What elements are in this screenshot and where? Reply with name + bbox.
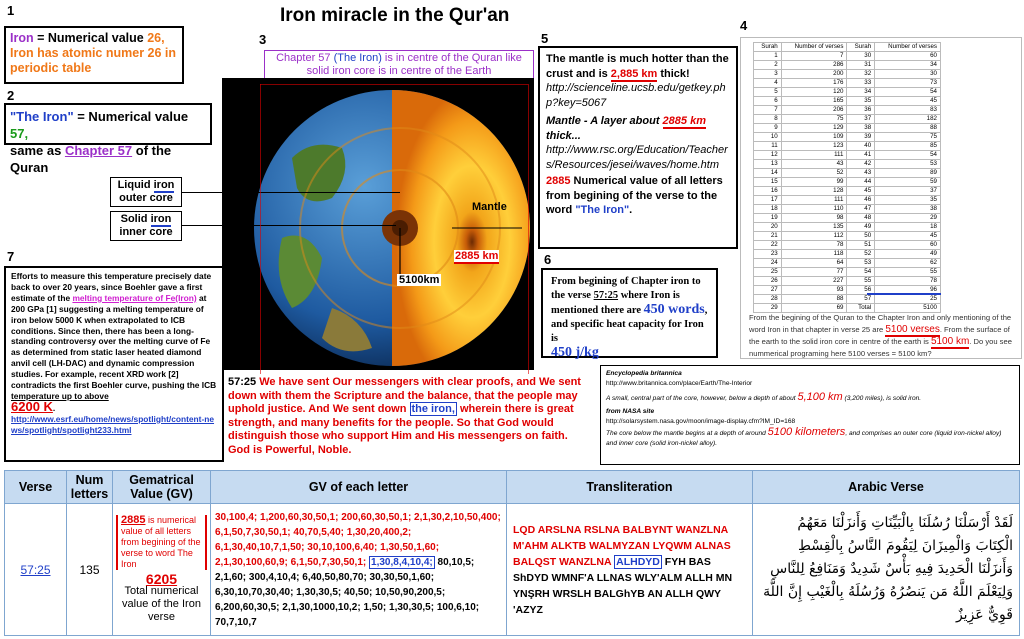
gv-note (116, 515, 207, 570)
surah-cell: 18 (875, 223, 941, 232)
surah-cell: 21 (754, 232, 782, 241)
surah-cell: 99 (781, 178, 847, 187)
surah-cell: 32 (847, 70, 875, 79)
nasa-t2c: , and comprises an outer core (liquid iron-nickel alloy) and inner core (solid iron-nickel alloy). (606, 430, 1002, 447)
m-l1b: 2,885 km (610, 67, 658, 80)
chapter57-b: (The Iron) (333, 52, 382, 64)
mantle-line3 (546, 174, 730, 218)
red-guide-left (260, 84, 261, 374)
surah-cell: 38 (875, 205, 941, 214)
th-gv-each: GV of each letter (211, 471, 507, 504)
nasa-h2: from NASA site (606, 408, 655, 415)
surah-cell: 45 (875, 232, 941, 241)
surah-cell: 7 (781, 52, 847, 61)
surah-cell: 40 (847, 142, 875, 151)
surah-cell: 25 (754, 268, 782, 277)
surah-cell: 88 (875, 124, 941, 133)
surah-cell: 75 (781, 115, 847, 124)
surah-note (749, 312, 1021, 360)
surah-cell: 112 (781, 232, 847, 241)
cell-num-letters: 135 (67, 504, 113, 636)
surah-row (754, 124, 941, 133)
th-verse: Verse (5, 471, 67, 504)
surah-cell: 9 (754, 124, 782, 133)
translit-box: ALHDYD (616, 555, 660, 568)
t7-6200k: 6200 K (11, 398, 53, 414)
surah-row (754, 79, 941, 88)
surah-cell: 56 (847, 286, 875, 295)
surah-cell: 36 (847, 106, 875, 115)
surah-row (754, 70, 941, 79)
surah-cell: 50 (847, 232, 875, 241)
surah-verses-table (753, 42, 941, 313)
b6-jkg: 450 j/kg (551, 345, 599, 360)
surah-cell: 49 (875, 250, 941, 259)
th-num: Number of verses (781, 43, 847, 52)
surah-cell: 118 (781, 250, 847, 259)
gv-each-b: 80,10,5; 2,1,60; 300,4,10,4; 6,40,50,80,70; 30,30,50,1,60; 6,30,10,70,30,40; 1,30,30,5; 40,50; 10,50,90,200,5; 6,200,60,30,5; 2,1,30,1000,10,2; 1,50; 1,30,30,5; 100,6,10; 70,7,10,7 (215, 556, 480, 628)
surah-cell: 55 (875, 268, 941, 277)
b6-verse: 57:25 (593, 290, 619, 301)
surah-row (754, 52, 941, 61)
table-row (5, 504, 1020, 636)
surah-cell: 135 (781, 223, 847, 232)
surah-row (754, 106, 941, 115)
verse-translation (228, 376, 588, 458)
surah-cell: 93 (781, 286, 847, 295)
label-3: 3 (259, 32, 267, 47)
label-4: 4 (740, 18, 748, 33)
value-57: 57, (10, 126, 29, 141)
label-6: 6 (544, 252, 552, 267)
brit-t1a: A small, central part of the core, however, below a depth of about (606, 395, 798, 402)
surah-row (754, 241, 941, 250)
surah-cell: 6 (754, 97, 782, 106)
label-2: 2 (7, 88, 15, 103)
surah-cell: 69 (781, 304, 847, 313)
b6-a: From begining of Chapter iron to the verse (551, 276, 701, 301)
surah-cell: 120 (781, 88, 847, 97)
m-l3d: . (629, 204, 633, 216)
vt-iron: the iron, (411, 403, 455, 416)
iron-word: Iron (10, 31, 34, 45)
surah-cell: 54 (875, 151, 941, 160)
surah-cell: 165 (781, 97, 847, 106)
surah-cell: 8 (754, 115, 782, 124)
verse-link[interactable]: 57:25 (20, 562, 51, 577)
of-quran-text: of the Quran (10, 143, 172, 175)
surah-cell: 15 (754, 178, 782, 187)
surah-cell: 5100 (875, 304, 941, 313)
surah-cell: 17 (754, 196, 782, 205)
surah-cell: 111 (781, 151, 847, 160)
th-num-letters: Num letters (67, 471, 113, 504)
nasa-text (606, 427, 1014, 449)
label-1: 1 (7, 3, 15, 18)
surah-cell: 35 (847, 97, 875, 106)
m-l3a: 2885 (546, 175, 571, 187)
brit-url[interactable]: http://www.britannica.com/place/Earth/The-Interior (606, 380, 753, 387)
atomic-text: Iron has atomic numer 26 in periodic table (10, 46, 177, 75)
surah-cell: 78 (781, 241, 847, 250)
surah-cell: 45 (847, 187, 875, 196)
brit-h1: Encyclopedia britannica (606, 370, 682, 377)
surah-row (754, 88, 941, 97)
label-2885km-text: 2885 km (455, 250, 499, 262)
surah-row (754, 268, 941, 277)
leader-line-liquid (182, 192, 400, 193)
m-l1a: The mantle is much hotter than the crust and is (546, 53, 729, 80)
surah-cell: 129 (781, 124, 847, 133)
label-5100km: 5100km (399, 274, 440, 286)
mantle-url2[interactable]: http://www.rsc.org/Education/Teachers/Resources/jesei/waves/home.htm (546, 144, 728, 171)
surah-cell: 286 (781, 61, 847, 70)
surah-row (754, 223, 941, 232)
surah-cell: 200 (781, 70, 847, 79)
surah-cell: 30 (875, 70, 941, 79)
nasa-t2b: 5100 kilometers (767, 426, 846, 438)
surah-cell: 53 (875, 160, 941, 169)
surah-cell: 98 (781, 214, 847, 223)
solid-a: Solid (120, 213, 151, 225)
surah-cell: 41 (847, 151, 875, 160)
surah-row (754, 142, 941, 151)
surah-cell: 109 (781, 133, 847, 142)
solid-c: inner core (119, 226, 173, 238)
surah-row (754, 250, 941, 259)
surah-cell: 89 (875, 169, 941, 178)
surah-row (754, 196, 941, 205)
gv-total: 6205 (145, 571, 178, 587)
surah-cell: 7 (754, 106, 782, 115)
surah-row (754, 205, 941, 214)
surah-cell: 54 (875, 88, 941, 97)
label-7: 7 (7, 249, 15, 264)
surah-cell: 60 (875, 241, 941, 250)
box-mantle (538, 46, 738, 249)
surah-cell: 39 (847, 133, 875, 142)
m-l2b: 2885 km (662, 115, 706, 127)
mantle-line2 (546, 114, 730, 143)
chapter57-a: Chapter 57 (276, 52, 334, 64)
b6-c: , and specific heat capacity for Iron is (551, 305, 708, 344)
liquid-iron: iron (153, 179, 175, 191)
brit-t1c: (3,200 miles), is solid iron. (842, 395, 922, 402)
surah-cell: 96 (875, 286, 941, 295)
th-translit: Transliteration (507, 471, 753, 504)
surah-cell: 59 (875, 178, 941, 187)
numval-text: = Numerical value (33, 31, 148, 45)
surah-cell: 30 (847, 52, 875, 61)
surah-cell: 19 (754, 214, 782, 223)
gv-each-box: 1,30,8,4,10,4; (371, 556, 433, 568)
surah-cell: 33 (847, 79, 875, 88)
surah-cell: 22 (754, 241, 782, 250)
surah-cell: 49 (847, 223, 875, 232)
box-450 (541, 268, 718, 358)
surah-row (754, 214, 941, 223)
note-d: 5100 km (930, 336, 970, 347)
b6-words: 450 words (643, 302, 705, 317)
verse-table (4, 470, 1020, 636)
surah-row (754, 178, 941, 187)
surah-cell: 4 (754, 79, 782, 88)
surah-cell: 11 (754, 142, 782, 151)
nasa-t2a: The core below the mantle begins at a depth of around (606, 430, 768, 437)
surah-cell: 12 (754, 151, 782, 160)
vt-a: We have sent Our messengers with clear proofs, and We sent down with them the Scripture and the balance, that the people may uphold justice. And We sent down (228, 376, 581, 416)
surah-cell: 29 (754, 304, 782, 313)
label-liquid-core (110, 177, 182, 207)
surah-cell: 2 (754, 61, 782, 70)
page-title: Iron miracle in the Qur'an (280, 5, 510, 26)
note-b: 5100 verses (885, 324, 940, 335)
surah-cell: 110 (781, 205, 847, 214)
surah-cell: 47 (847, 205, 875, 214)
surah-cell: 5 (754, 88, 782, 97)
surah-cell: 42 (847, 160, 875, 169)
m-l3c: "The Iron" (575, 204, 630, 216)
box-temperature (4, 266, 224, 462)
gv-each-a: 30,100,4; 1,200,60,30,50,1; 200,60,30,50,1; 2,1,30,2,10,50,400; 6,1,50,7,30,50,1; 40,70,5,40; 1,30,20,400,2; 6,1,30,40,10,7,1,50; 30,10,100,6,40; 1,30,50,1,60; 2,1,30,100,60,9; 6,1,50,7,30,50,1; (215, 511, 501, 568)
surah-cell: 35 (875, 196, 941, 205)
vt-ref: 57:25 (228, 376, 257, 388)
surah-cell: 52 (847, 250, 875, 259)
leader-line-solid (182, 225, 396, 226)
surah-cell: 53 (847, 259, 875, 268)
gv-total-label: Total numerical value of the Iron verse (122, 585, 201, 623)
red-guide-top (260, 84, 528, 85)
surah-row (754, 259, 941, 268)
surah-cell: 34 (847, 88, 875, 97)
vt-b: wherein there is great strength, and many benefits for the people. So that God would distinguish those who support Him and His messengers on faith. God is Powerful, Noble. (228, 403, 574, 456)
th-surah: Surah (754, 43, 782, 52)
m-l3b: Numerical value of all letters from begining of the verse to the word (546, 175, 723, 216)
liquid-a: Liquid (117, 179, 154, 191)
surah-cell: 57 (847, 295, 875, 304)
m-l1c: thick! (657, 67, 690, 80)
th-surah-2: Surah (847, 43, 875, 52)
surah-cell: 73 (875, 79, 941, 88)
cell-verse[interactable] (5, 504, 67, 636)
surah-row (754, 151, 941, 160)
surah-row (754, 160, 941, 169)
surah-cell: 43 (847, 169, 875, 178)
translit-a: LQD ARSLNA RSLNA BALBYNT WANZLNA M'AHM ALKTB WALMYZAN LYQWM ALNAS BALQST WANZLNA (513, 523, 731, 568)
surah-cell: 1 (754, 52, 782, 61)
surah-cell: 43 (781, 160, 847, 169)
the-iron-word: "The Iron" (10, 109, 74, 124)
surah-cell: 52 (781, 169, 847, 178)
label-solid-core (110, 211, 182, 241)
surah-cell: 85 (875, 142, 941, 151)
m-l2a: Mantle - A layer about (546, 115, 663, 127)
surah-cell: 38 (847, 124, 875, 133)
surah-cell: 10 (754, 133, 782, 142)
surah-cell: 28 (754, 295, 782, 304)
label-mantle: Mantle (472, 201, 507, 213)
t7-b: at 200 GPa [1] suggesting a melting temperature of iron below 5000 K when extrapolated to ICB conditions. Since then, there has been a long-standing controversy over the melting curve of Fe as determined from static laser heated diamond anvil cell (LH-DAC) and dynamic compression studies. For example, recent XRD work [2] contradicts the first Boehler curve, pushing the ICB (11, 292, 217, 391)
nasa-url[interactable]: http://solarsystem.nasa.gov/moon/image-display.cfm?IM_ID=168 (606, 418, 796, 425)
m-l2c: thick... (546, 129, 581, 142)
th-gv: Gematrical Value (GV) (113, 471, 211, 504)
surah-cell: 20 (754, 223, 782, 232)
surah-cell: 16 (754, 187, 782, 196)
surah-cell: 77 (781, 268, 847, 277)
numval-text-2: = Numerical value (73, 109, 189, 124)
surah-cell: 51 (847, 241, 875, 250)
surah-row (754, 61, 941, 70)
surah-row (754, 133, 941, 142)
t7-d: . (52, 402, 56, 413)
solid-iron: iron (150, 213, 172, 225)
surah-cell: 83 (875, 106, 941, 115)
t7-c: temperature up to above (11, 390, 109, 401)
liquid-c: outer core (119, 192, 173, 204)
surah-cell: 182 (875, 115, 941, 124)
surah-cell: 34 (875, 61, 941, 70)
surah-cell: 37 (847, 115, 875, 124)
red-guide-right (528, 84, 529, 374)
surah-cell: 123 (781, 142, 847, 151)
th-num-2: Number of verses (875, 43, 941, 52)
cell-gv-each (211, 504, 507, 636)
surah-cell: 29 (875, 214, 941, 223)
surah-cell: 48 (847, 214, 875, 223)
label-5: 5 (541, 31, 549, 46)
surah-cell: 60 (875, 52, 941, 61)
surah-cell: 227 (781, 277, 847, 286)
box-chapter-centre (264, 50, 534, 80)
chapter-57-text: Chapter 57 (64, 143, 133, 158)
surah-cell: 18 (754, 205, 782, 214)
mantle-line1 (546, 52, 730, 81)
surah-cell: 14 (754, 169, 782, 178)
brit-t1b: 5,100 km (797, 391, 843, 403)
t7-link[interactable]: melting temperature of Fe(Iron) (72, 292, 197, 303)
surah-cell: 26 (754, 277, 782, 286)
gv-note-b: is numerical value of all letters from begining of the verse to word The Iron (121, 515, 201, 569)
surah-cell: 24 (754, 259, 782, 268)
arabic-verse: لَقَدْ أَرْسَلْنَا رُسُلَنَا بِالْبَيِّنَاتِ وَأَنزَلْنَا مَعَهُمُ الْكِتَابَ وَالْمِيزَانَ لِيَقُومَ النَّاسُ بِالْقِسْطِ وَأَنزَلْنَا الْحَدِيدَ فِيهِ بَأْسٌ شَدِيدٌ وَمَنَافِعُ لِلنَّاسِ وَلِيَعْلَمَ اللَّهُ مَن يَنصُرُهُ وَرُسُلَهُ بِالْغَيْبِ إِنَّ اللَّهَ قَوِيٌّ عَزِيزٌ (763, 515, 1013, 623)
chapter57-c: is in centre of the Quran like solid iron core is in centre of the Earth (306, 52, 522, 77)
surah-cell: 13 (754, 160, 782, 169)
cell-gv (113, 504, 211, 636)
note-e: . Do you see nummerical programing here 5100 verses = 5100 km? (749, 337, 1012, 358)
box-britannica (600, 365, 1020, 465)
surah-cell: 54 (847, 268, 875, 277)
t7-a: Efforts to measure this temperature precisely date back to over 20 years, since Boehler gave a first estimate of the (11, 271, 212, 303)
surah-cell: 3 (754, 70, 782, 79)
surah-row (754, 187, 941, 196)
value-26: 26, (147, 31, 165, 45)
th-arabic: Arabic Verse (753, 471, 1020, 504)
surah-cell: 64 (781, 259, 847, 268)
brit-text (606, 392, 1014, 404)
box-the-iron-57 (4, 103, 212, 175)
surah-cell: 111 (781, 196, 847, 205)
surah-row (754, 277, 941, 286)
surah-cell: 25 (875, 295, 941, 304)
cell-translit (507, 504, 753, 636)
mantle-url1[interactable]: http://scienceline.ucsb.edu/getkey.php?key=5067 (546, 82, 726, 109)
gv-note-a: 2885 (121, 514, 146, 526)
box-iron-26 (4, 26, 184, 84)
translit-b: FYH BAS ShDYD WMNF'A LLNAS WLY'ALM ALLH MN YNŞRH WRSLH BALGhYB AN ALLH QWY 'AZYZ (513, 555, 733, 616)
earth-image (222, 78, 534, 370)
surah-cell: 206 (781, 106, 847, 115)
t7-url[interactable]: http://www.esrf.eu/home/news/spotlight/content-news/spotlight/spotlight233.html (11, 413, 215, 435)
surah-row (754, 232, 941, 241)
cell-arabic (753, 504, 1020, 636)
surah-cell: 128 (781, 187, 847, 196)
surah-panel (740, 37, 1022, 359)
surah-cell: 75 (875, 133, 941, 142)
surah-cell: 78 (875, 277, 941, 286)
b6-b: where Iron is mentioned there are (551, 290, 680, 316)
surah-cell: 37 (875, 187, 941, 196)
surah-cell: 23 (754, 250, 782, 259)
note-c: . From the surface of the earth to the solid iron core in centre of the earth is (749, 325, 1010, 346)
surah-cell: 62 (875, 259, 941, 268)
surah-row (754, 295, 941, 304)
surah-cell: 88 (781, 295, 847, 304)
surah-cell: 46 (847, 196, 875, 205)
same-as-text: same as (10, 143, 65, 158)
surah-row (754, 169, 941, 178)
total-underline (867, 293, 941, 295)
surah-cell: 55 (847, 277, 875, 286)
surah-cell: 176 (781, 79, 847, 88)
earth-cutaway-graphic (222, 78, 534, 370)
surah-cell: Total (847, 304, 875, 313)
surah-cell: 45 (875, 97, 941, 106)
note-a: From the begining of the Quran to the Chapter Iron and only mentioning of the word Iron in that chapter in verse 25 are (749, 313, 1012, 334)
surah-cell: 44 (847, 178, 875, 187)
label-2885km (454, 250, 499, 264)
surah-row (754, 115, 941, 124)
surah-row (754, 97, 941, 106)
surah-cell: 27 (754, 286, 782, 295)
surah-cell: 31 (847, 61, 875, 70)
